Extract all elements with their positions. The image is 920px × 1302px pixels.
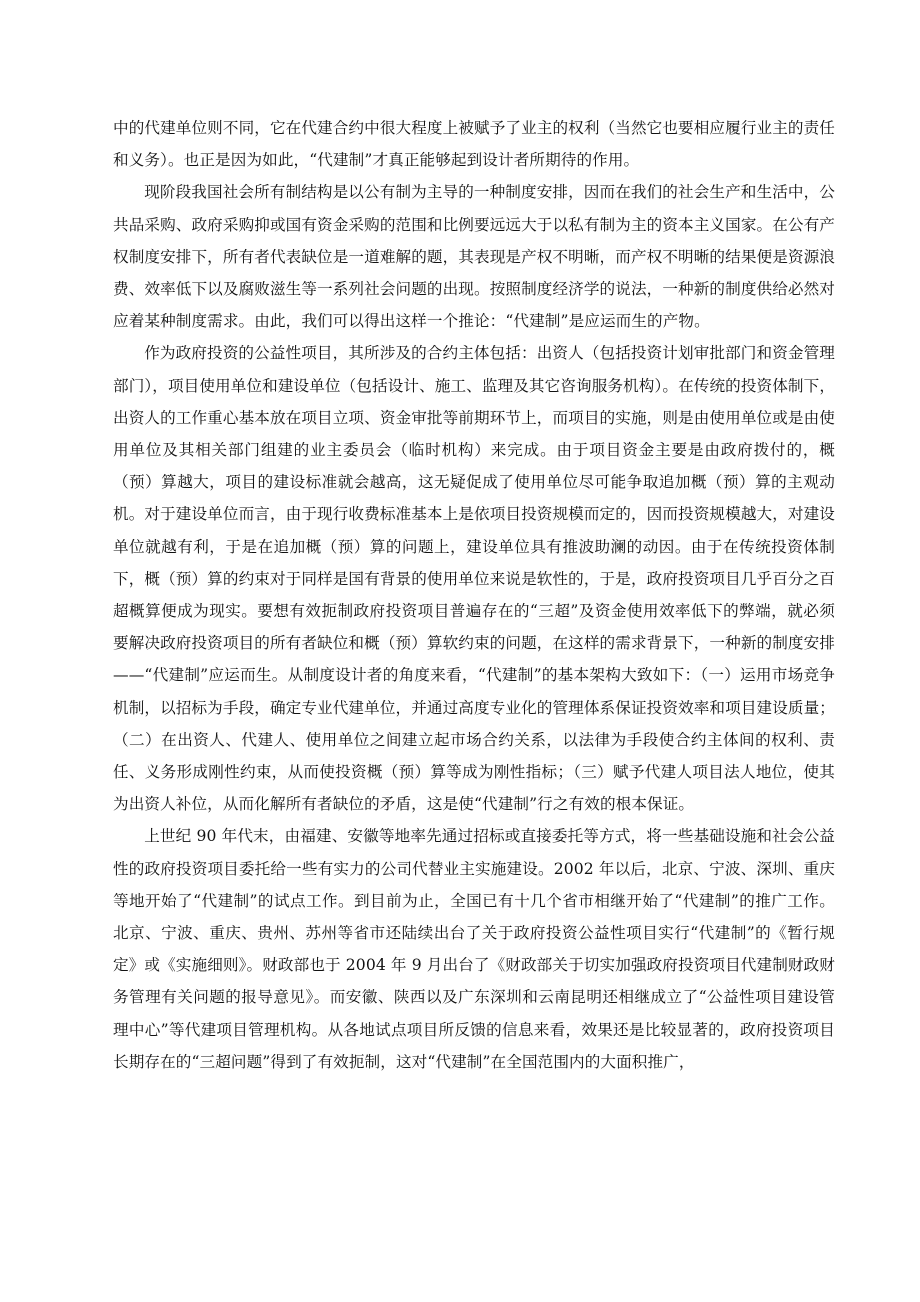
- document-body: [113, 112, 835, 1078]
- paragraph-1: 中的代建单位则不同，它在代建合约中很大程度上被赋予了业主的权利（当然它也要相应履行业主的责任和义务）。也正是因为如此，“代建制”才真正能够起到设计者所期待的作用。: [113, 119, 835, 170]
- paragraph-2: 现阶段我国社会所有制结构是以公有制为主导的一种制度安排，因而在我们的社会生产和生活中，公共品采购、政府采购抑或国有资金采购的范围和比例要远远大于以私有制为主的资本主义国家。在公有产权制度安排下，所有者代表缺位是一道难解的题，其表现是产权不明晰，而产权不明晰的结果便是资源浪费、效率低下以及腐败滋生等一系列社会问题的出现。按照制度经济学的说法，一种新的制度供给必然对应着某种制度需求。由此，我们可以得出这样一个推论：“代建制”是应运而生的产物。: [113, 183, 835, 331]
- paragraph-3: 作为政府投资的公益性项目，其所涉及的合约主体包括：出资人（包括投资计划审批部门和资金管理部门），项目使用单位和建设单位（包括设计、施工、监理及其它咨询服务机构）。在传统的投资体制下，出资人的工作重心基本放在项目立项、资金审批等前期环节上，而项目的实施，则是由使用单位或是由使用单位及其相关部门组建的业主委员会（临时机构）来完成。由于项目资金主要是由政府拨付的，概（预）算越大，项目的建设标准就会越高，这无疑促成了使用单位尽可能争取追加概（预）算的主观动机。对于建设单位而言，由于现行收费标准基本上是依项目投资规模而定的，因而投资规模越大，对建设单位就越有利，于是在追加概（预）算的问题上，建设单位具有推波助澜的动因。由于在传统投资体制下，概（预）算的约束对于同样是国有背景的使用单位来说是软性的，于是，政府投资项目几乎百分之百超概算便成为现实。要想有效扼制政府投资项目普遍存在的“三超”及资金使用效率低下的弊端，就必须要解决政府投资项目的所有者缺位和概（预）算软约束的问题，在这样的需求背景下，一种新的制度安排——“代建制”应运而生。从制度设计者的角度来看，“代建制”的基本架构大致如下：（一）运用市场竞争机制，以招标为手段，确定专业代建单位，并通过高度专业化的管理体系保证投资效率和项目建设质量；（二）在出资人、代建人、使用单位之间建立起市场合约关系，以法律为手段使合约主体间的权利、责任、义务形成刚性约束，从而使投资概（预）算等成为刚性指标；（三）赋予代建人项目法人地位，使其为出资人补位，从而化解所有者缺位的矛盾，这是使“代建制”行之有效的根本保证。: [113, 344, 836, 814]
- paragraph-4: 上世纪 90 年代末，由福建、安徽等地率先通过招标或直接委托等方式，将一些基础设施和社会公益性的政府投资项目委托给一些有实力的公司代替业主实施建设。2002 年以后，北京、宁波、深圳、重庆等地开始了“代建制”的试点工作。到目前为止，全国已有十几个省市相继开始了“代建制”的推广工作。北京、宁波、重庆、贵州、苏州等省市还陆续出台了关于政府投资公益性项目实行“代建制”的《暂行规定》或《实施细则》。财政部也于 2004 年 9 月出台了《财政部关于切实加强政府投资项目代建制财政财务管理有关问题的报导意见》。而安徽、陕西以及广东深圳和云南昆明还相继成立了“公益性项目建设管理中心”等代建项目管理机构。从各地试点项目所反馈的信息来看，效果还是比较显著的，政府投资项目长期存在的“三超问题”得到了有效扼制，这对“代建制”在全国范围内的大面积推广，: [113, 827, 835, 1071]
